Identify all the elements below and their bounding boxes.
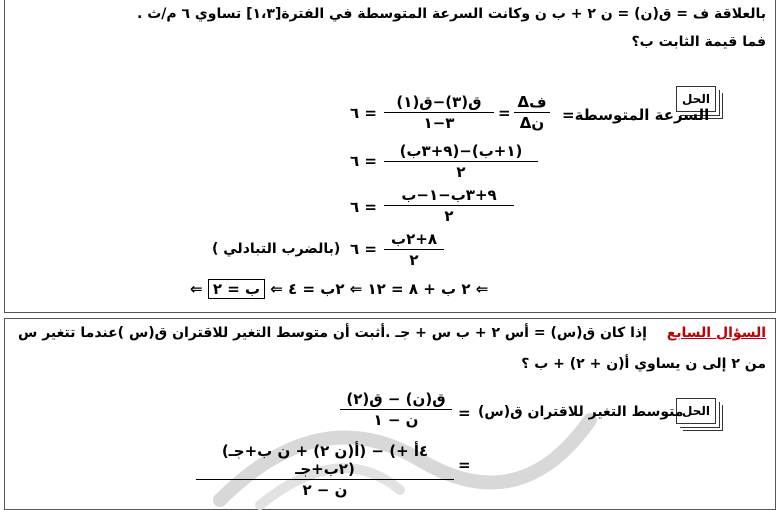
fraction-step-3: ٩+٣ب−١−ب ٢ [384,186,514,225]
equation-4-rhs: = ٦ [350,240,377,258]
final-result-line [190,280,488,298]
fraction-delta: Δف Δن [514,93,550,132]
fraction-change-2: (أ(ن ٢) + ن ب+جـ) − (٤أ + ٢ب+جـ) ن − ٢ [196,442,454,499]
cross-multiply-note: (بالضرب التبادلي ) [212,241,341,257]
final-steps: ⇐ ٢ ب + ٨ = ١٢ ⇐ ٢ب = ٤ ⇐ [270,280,489,298]
fraction-step-1: ق(٣)−ق(١) ٣−١ [384,93,494,132]
fraction-change-1: ق(ن) − ق(٢) ن − ١ [340,390,452,429]
question-7-line-2: من ٢ إلى ن يساوي أ(ن + ٢) + ب ؟ [521,356,766,372]
final-boxed-answer: ب = ٢ [208,279,265,299]
equals-sign-3: = [458,456,471,474]
problem-line-2: فما قيمة الثابت ب؟ [631,34,766,50]
question-7-line-1 [18,325,766,341]
final-arrow: ⇐ [190,280,203,298]
equation-3-rhs: = ٦ [350,198,377,216]
equals-sign-2: = [458,404,471,422]
fraction-step-2: (٩+٣ب)−(١+ب) ٢ [384,142,538,181]
solution-badge: الحل [676,86,716,112]
solution-2-badge: الحل [676,398,716,424]
avg-speed-label: السرعة المتوسطة= [562,106,710,124]
problem-line-1: بالعلاقة ف = ق(ن) = ن ٢ + ب ن وكانت السرعة المتوسطة في الفترة[١،٣] تساوي ٦ م/ث . [137,6,766,22]
question-7-text: إذا كان ق(س) = أس ٢ + ب س + جـ .أثبت أن متوسط التغير للاقتران ق(س )عندما تتغير س [18,325,647,341]
equation-1-rhs: = ٦ [350,104,377,122]
avg-change-label: متوسط التغير للاقتران ق(س) [478,404,684,420]
fraction-step-4: ٨+٢ب ٢ [384,230,444,269]
equation-2-rhs: = ٦ [350,152,377,170]
question-7-title: السؤال السابع [666,325,766,341]
equals-sign: = [498,104,511,122]
